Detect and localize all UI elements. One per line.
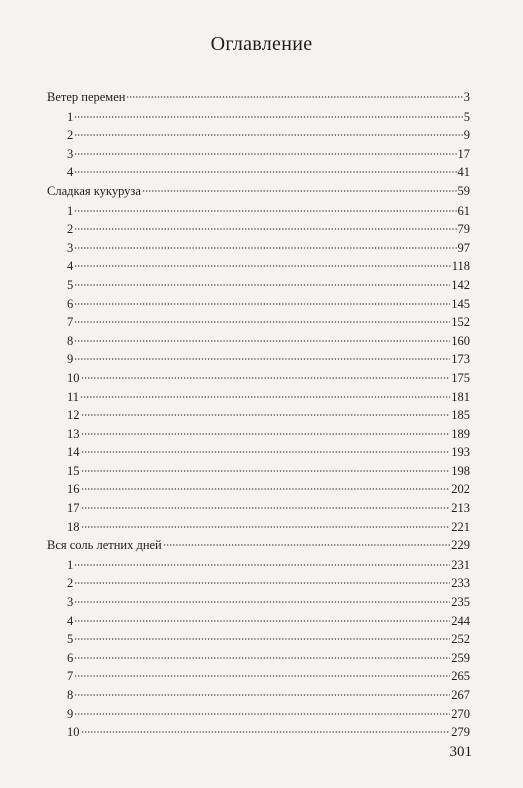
chapter-number: 9 (67, 706, 74, 721)
chapter-number: 16 (67, 482, 80, 497)
toc-chapter-entry (47, 667, 470, 686)
toc-chapter-entry (47, 388, 470, 407)
page-reference: 3 (463, 90, 470, 104)
toc-chapter-entry (47, 108, 470, 127)
page-reference: 59 (457, 183, 470, 198)
page-reference: 61 (457, 203, 470, 218)
chapter-number: 8 (67, 333, 74, 348)
chapter-number: 9 (67, 352, 74, 367)
toc-chapter-entry (47, 406, 470, 425)
page-number: 301 (449, 744, 472, 760)
page-reference: 145 (451, 296, 470, 311)
dot-leader (74, 210, 456, 212)
toc-chapter-entry (47, 163, 470, 182)
page-reference: 173 (451, 352, 470, 367)
dot-leader (74, 620, 450, 622)
chapter-number: 4 (67, 165, 74, 180)
dot-leader (81, 451, 451, 453)
dot-leader (74, 638, 450, 640)
chapter-number: 4 (67, 259, 74, 274)
dot-leader (142, 190, 457, 192)
page-reference: 189 (451, 426, 470, 441)
dot-leader (74, 657, 450, 659)
chapter-number: 10 (67, 725, 80, 740)
toc-chapter-entry (47, 202, 470, 221)
dot-leader (74, 694, 450, 696)
toc-chapter-entry (47, 686, 470, 705)
page-reference: 41 (457, 165, 470, 180)
toc-chapter-entry (47, 350, 470, 369)
chapter-number: 12 (67, 408, 80, 423)
page-reference: 233 (451, 576, 470, 591)
chapter-number: 4 (67, 613, 74, 628)
toc-chapter-entry (47, 499, 470, 518)
chapter-number: 13 (67, 426, 80, 441)
dot-leader (74, 675, 450, 677)
page-reference: 259 (451, 650, 470, 665)
section-title: Вся соль летних дней (47, 538, 162, 553)
toc-chapter-entry (47, 649, 470, 668)
toc-chapter-entry (47, 593, 470, 612)
toc-chapter-entry (47, 425, 470, 444)
page-reference: 185 (451, 408, 470, 423)
page-reference: 79 (457, 222, 470, 237)
chapter-number: 8 (67, 688, 74, 702)
toc-chapter-entry (47, 295, 470, 314)
dot-leader (74, 171, 456, 173)
page-reference: 202 (451, 482, 470, 497)
toc-chapter-entry (47, 276, 470, 295)
dot-leader (74, 247, 456, 249)
chapter-number: 7 (67, 315, 74, 330)
toc-chapter-entry (47, 574, 470, 593)
toc-chapter-entry (47, 480, 470, 499)
dot-leader (80, 396, 450, 398)
chapter-number: 18 (67, 519, 80, 534)
toc-chapter-entry (47, 612, 470, 631)
section-title: Сладкая кукуруза (47, 183, 141, 198)
page-reference: 231 (451, 557, 470, 572)
dot-leader (81, 377, 451, 379)
toc-chapter-entry (47, 126, 470, 145)
page-reference: 235 (451, 595, 470, 610)
chapter-number: 15 (67, 463, 80, 478)
toc-chapter-entry (47, 630, 470, 649)
page-reference: 267 (451, 688, 470, 702)
toc-section-entry (47, 182, 470, 201)
page-reference: 9 (463, 128, 470, 143)
toc-chapter-entry (47, 257, 470, 276)
dot-leader (74, 303, 450, 305)
page-reference: 118 (451, 259, 470, 274)
chapter-number: 2 (67, 128, 74, 143)
dot-leader (74, 358, 450, 360)
chapter-number: 14 (67, 445, 80, 460)
page-title: Оглавление (210, 33, 313, 55)
chapter-number: 10 (67, 370, 80, 385)
dot-leader (74, 564, 450, 566)
page-reference: 229 (451, 538, 470, 553)
chapter-number: 2 (67, 222, 74, 237)
dot-leader (74, 582, 450, 584)
toc-chapter-entry (47, 145, 470, 164)
dot-leader (163, 544, 451, 546)
dot-leader (74, 134, 463, 136)
section-title: Ветер перемен (47, 90, 126, 104)
dot-leader (81, 488, 451, 490)
dot-leader (74, 228, 456, 230)
dot-leader (81, 526, 451, 528)
page-reference: 152 (451, 315, 470, 330)
toc-section-entry (47, 536, 470, 555)
dot-leader (81, 433, 451, 435)
page-reference: 270 (451, 706, 470, 721)
chapter-number: 6 (67, 296, 74, 311)
toc-chapter-entry (47, 556, 470, 575)
chapter-number: 3 (67, 595, 74, 610)
page-reference: 5 (463, 109, 470, 124)
dot-leader (81, 470, 451, 472)
dot-leader (74, 116, 463, 118)
dot-leader (74, 713, 450, 715)
toc-chapter-entry (47, 705, 470, 724)
page-reference: 142 (451, 277, 470, 292)
chapter-number: 5 (67, 277, 74, 292)
page-reference: 175 (451, 370, 470, 385)
chapter-number: 1 (67, 109, 74, 124)
dot-leader (74, 265, 450, 267)
page-reference: 181 (451, 389, 470, 404)
chapter-number: 11 (67, 389, 80, 404)
chapter-number: 3 (67, 146, 74, 161)
dot-leader (81, 507, 451, 509)
chapter-number: 2 (67, 576, 74, 591)
page-reference: 213 (451, 501, 470, 516)
dot-leader (126, 96, 462, 98)
toc-chapter-entry (47, 518, 470, 537)
dot-leader (74, 153, 456, 155)
chapter-number: 5 (67, 632, 74, 647)
toc-chapter-entry (47, 369, 470, 388)
toc-chapter-entry (47, 443, 470, 462)
chapter-number: 6 (67, 650, 74, 665)
toc-chapter-entry (47, 239, 470, 258)
page-reference: 279 (451, 725, 470, 740)
toc-section-entry (47, 88, 470, 107)
toc-chapter-entry (47, 313, 470, 332)
page-reference: 17 (457, 146, 470, 161)
toc-chapter-entry (47, 220, 470, 239)
chapter-number: 3 (67, 240, 74, 255)
table-of-contents (47, 88, 470, 742)
page-reference: 97 (457, 240, 470, 255)
chapter-number: 7 (67, 669, 74, 684)
dot-leader (74, 340, 450, 342)
page-reference: 244 (451, 613, 470, 628)
chapter-number: 1 (67, 557, 74, 572)
dot-leader (74, 284, 450, 286)
dot-leader (74, 601, 450, 603)
dot-leader (81, 731, 451, 733)
page-reference: 160 (451, 333, 470, 348)
page-reference: 265 (451, 669, 470, 684)
page-reference: 221 (451, 519, 470, 534)
toc-chapter-entry (47, 462, 470, 481)
page-reference: 193 (451, 445, 470, 460)
page-reference: 252 (451, 632, 470, 647)
chapter-number: 17 (67, 501, 80, 516)
dot-leader (74, 321, 450, 323)
page-reference: 198 (451, 463, 470, 478)
toc-chapter-entry (47, 723, 470, 742)
dot-leader (81, 414, 451, 416)
chapter-number: 1 (67, 203, 74, 218)
toc-chapter-entry (47, 332, 470, 351)
